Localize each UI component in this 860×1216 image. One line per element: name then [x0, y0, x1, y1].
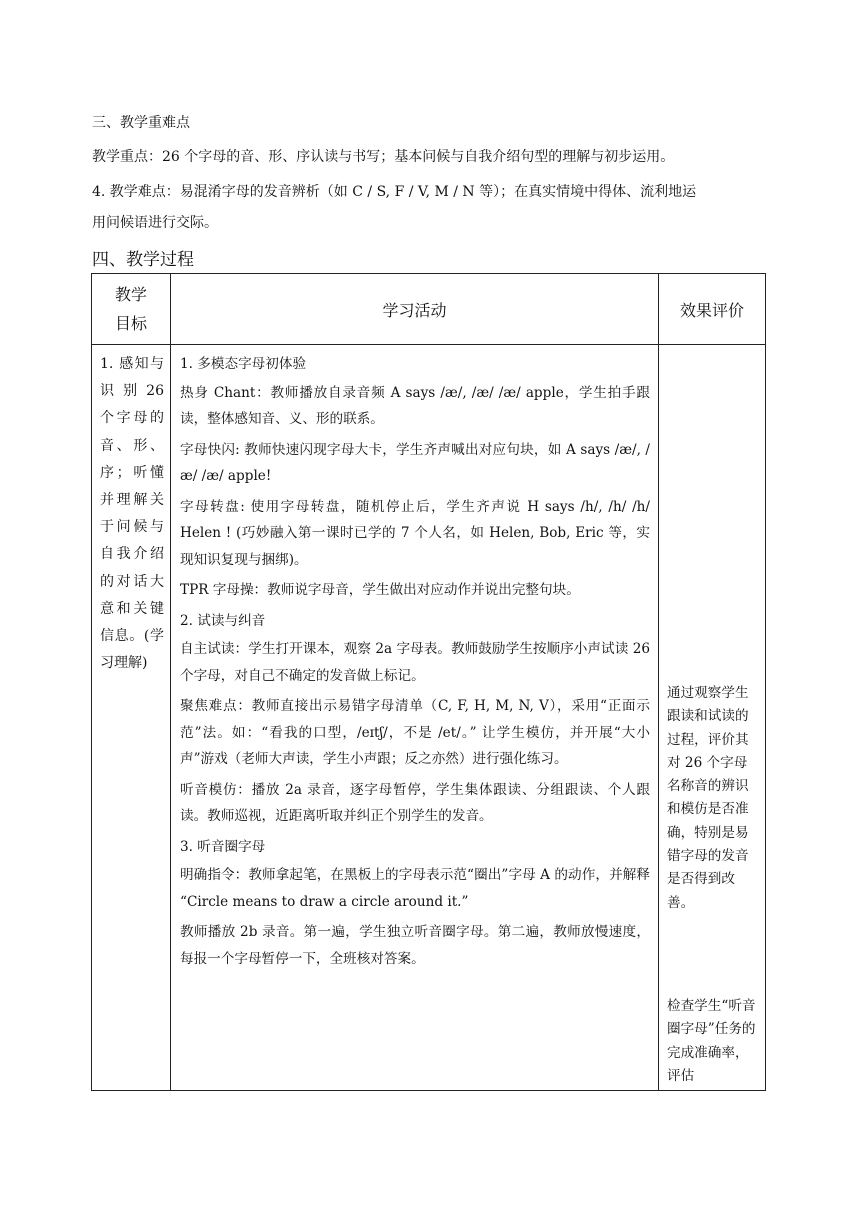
- goal-cell: [92, 345, 171, 1091]
- activity-paragraph: 字母快闪: 教师快速闪现字母大卡，学生齐声喊出对应句块，如 A says /æ/, /æ/ /æ/ apple!: [180, 441, 650, 484]
- evaluation-text-2: 检查学生“听音圈字母”任务的完成准确率，评估: [667, 998, 756, 1084]
- activity-paragraph: 自主试读：学生打开课本，观察 2a 字母表。教师鼓励学生按顺序小声试读 26 个字母，对自己不确定的发音做上标记。: [180, 641, 650, 684]
- goal-column-header: 教学目标: [92, 274, 171, 345]
- evaluation-column-header: 效果评价: [659, 274, 766, 345]
- activities-cell: [171, 345, 659, 1091]
- activity-paragraph: 字母转盘: 使用字母转盘，随机停止后，学生齐声说 H says /h/, /h/ /h/ Helen ! (巧妙融入第一课时已学的 7 个人名，如 Helen, Bob, Eric 等，实现知识复现与捆绑)。: [180, 498, 650, 568]
- activity-paragraph: 热身 Chant：教师播放自录音频 A says /æ/, /æ/ /æ/ apple，学生拍手跟读，整体感知音、义、形的联系。: [180, 384, 650, 427]
- activity-heading: 3. 听音圈字母: [180, 838, 266, 855]
- teaching-process-table: [91, 273, 766, 1091]
- goal-text: 1. 感知与识 别 26 个字母的音、形、序；听懂并理解关于问候与自我介绍的对话大意和关键信息。(学习理解): [100, 356, 164, 672]
- section-3-heading: 三、教学重难点: [92, 115, 190, 131]
- activities-column-header: 学习活动: [171, 274, 659, 345]
- key-points-text: 教学重点：26 个字母的音、形、序认读与书写；基本问候与自我介绍句型的理解与初步运用。: [92, 149, 675, 165]
- activity-heading: 1. 多模态字母初体验: [180, 356, 307, 372]
- table-header-row: [92, 274, 766, 345]
- difficulties-text-line-1: 4. 教学难点：易混淆字母的发音辨析（如 C / S, F / V, M / N 等）；在真实情境中得体、流利地运: [92, 184, 697, 200]
- table-row: [92, 345, 766, 1091]
- activities-list: [171, 345, 658, 972]
- activity-paragraph: TPR 字母操：教师说字母音，学生做出对应动作并说出完整句块。: [180, 582, 580, 598]
- activity-paragraph: 聚焦难点：教师直接出示易错字母清单（C, F, H, M, N, V），采用“正面示范”法。如：“看我的口型，/eɪtʃ/，不是 /et/。” 让学生模仿，并开展“大小声”游戏（老师大声读，学生小声跟；反之亦然）进行强化练习。: [180, 698, 650, 767]
- difficulties-text-line-2: 用问候语进行交际。: [92, 215, 218, 231]
- activity-paragraph: 听音模仿：播放 2a 录音，逐字母暂停，学生集体跟读、分组跟读、个人跟读。教师巡视，近距离听取并纠正个别学生的发音。: [180, 781, 650, 824]
- activity-paragraph: 教师播放 2b 录音。第一遍，学生独立听音圈字母。第二遍，教师放慢速度，每报一个字母暂停一下，全班核对答案。: [180, 924, 650, 967]
- activity-paragraph: 明确指令：教师拿起笔，在黑板上的字母表示范“圈出”字母 A 的动作，并解释 “Circle means to draw a circle around it.”: [180, 867, 650, 910]
- section-4-heading: 四、教学过程: [92, 250, 194, 270]
- activity-heading: 2. 试读与纠音: [180, 612, 266, 629]
- evaluation-text-1: 通过观察学生跟读和试读的过程，评价其对 26 个字母名称音的辨识和模仿是否准确，特别是易错字母的发音是否得到改善。: [667, 685, 749, 911]
- evaluation-cell: [659, 345, 766, 1091]
